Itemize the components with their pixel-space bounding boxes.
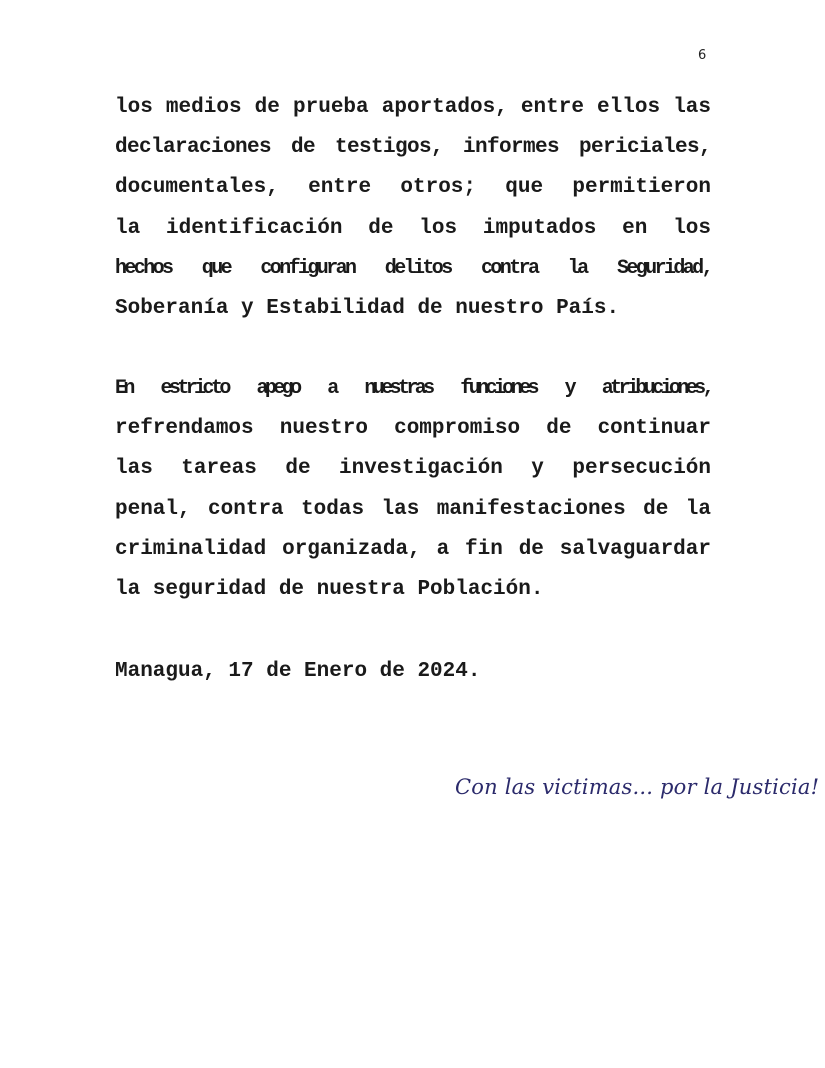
text-line: declaraciones de testigos, informes periciales, bbox=[115, 136, 711, 160]
page-number: 6 bbox=[698, 48, 707, 63]
text-line: la seguridad de nuestra Población. bbox=[115, 577, 544, 601]
text-line: criminalidad organizada, a fin de salvaguardar bbox=[115, 537, 711, 561]
text-line: penal, contra todas las manifestaciones de la bbox=[115, 497, 711, 521]
text-line: En estricto apego a nuestras funciones y atribuciones, bbox=[115, 377, 711, 400]
text-line: las tareas de investigación y persecución bbox=[115, 457, 711, 481]
text-line: la identificación de los imputados en los bbox=[115, 216, 711, 240]
text-line: hechos que configuran delitos contra la Seguridad, bbox=[115, 256, 711, 280]
motto-signature: Con las victimas... por la Justicia! bbox=[455, 775, 820, 799]
text-line: los medios de prueba aportados, entre ellos las bbox=[115, 96, 711, 119]
text-line: documentales, entre otros; que permitieron bbox=[115, 176, 711, 200]
date-line: Managua, 17 de Enero de 2024. bbox=[115, 660, 481, 683]
paragraph-commitment bbox=[115, 379, 711, 620]
text-line: Soberanía y Estabilidad de nuestro País. bbox=[115, 296, 620, 320]
paragraph-evidence bbox=[115, 98, 711, 339]
text-line: refrendamos nuestro compromiso de continuar bbox=[115, 417, 711, 441]
